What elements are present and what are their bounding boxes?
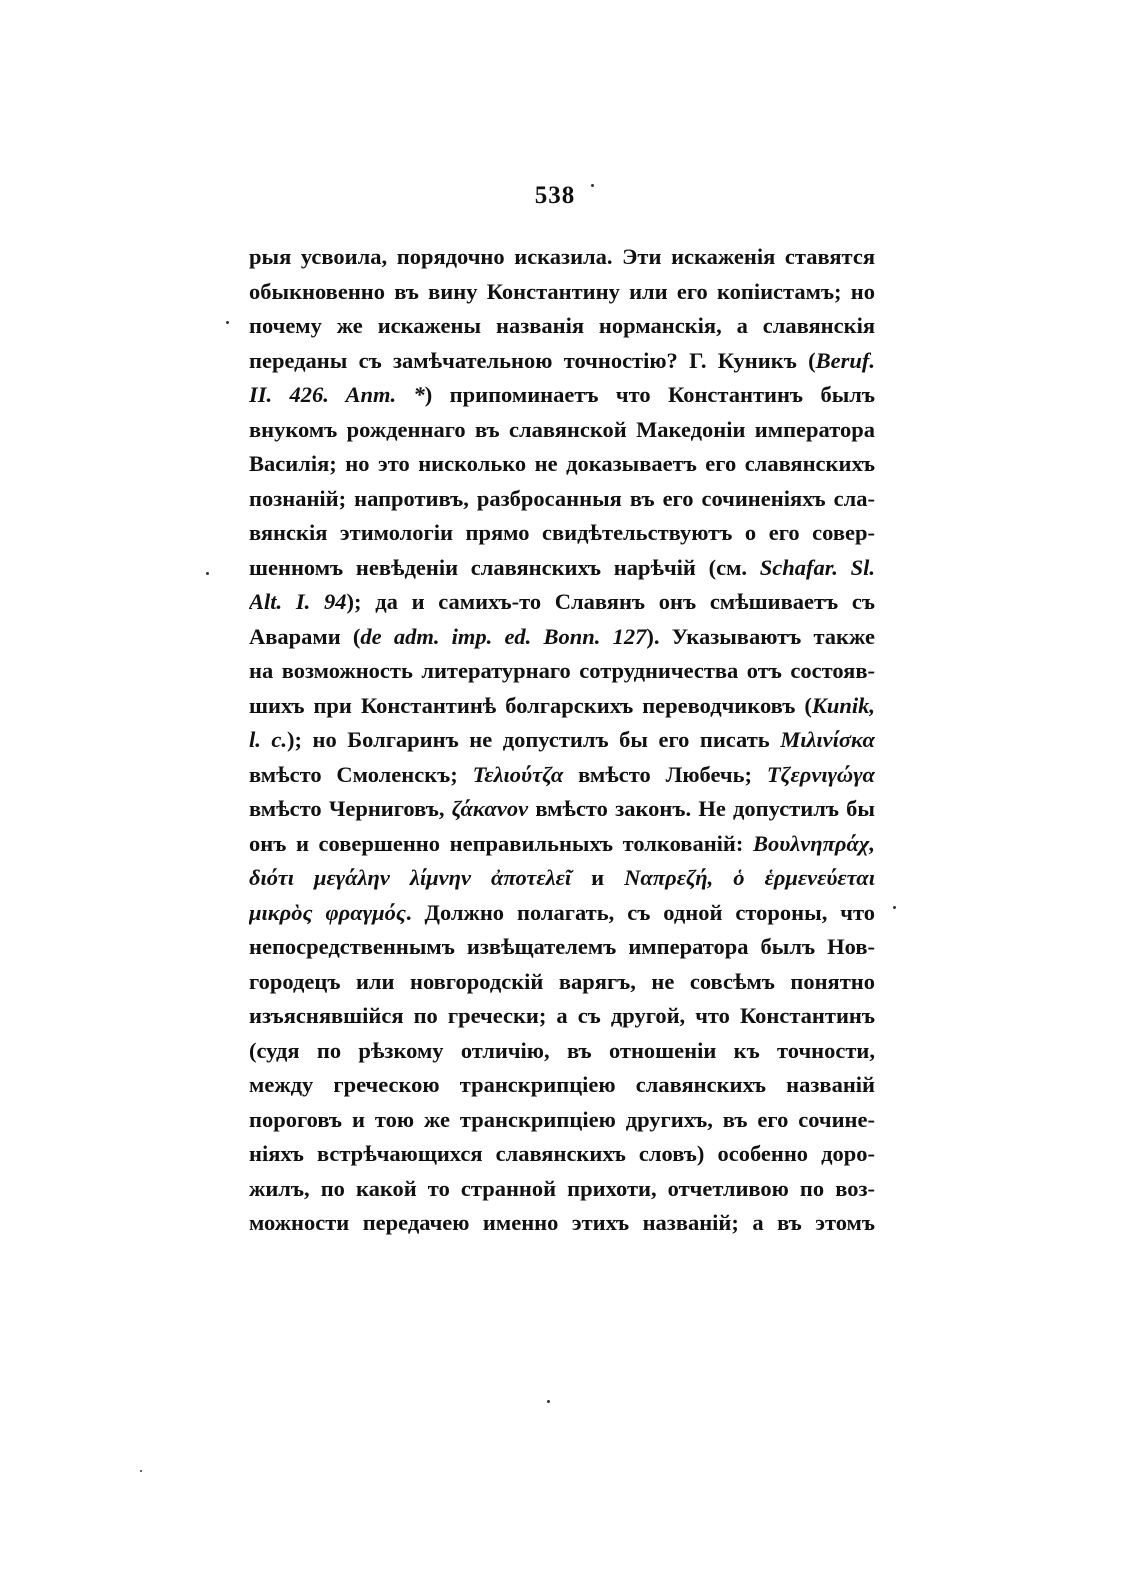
text-line [249,378,875,413]
text-segment: непосредственнымъ извѣщателемъ императора былъ Нов- [249,934,875,959]
text-line [249,309,875,344]
italic-text-segment: ζάκανον [451,796,529,821]
text-segment: шенномъ невѣденіи славянскихъ нарѣчій (см. [249,554,760,580]
text-line [249,965,875,1000]
italic-text-segment: Alt. I. 94 [249,589,347,614]
text-line [249,620,875,655]
text-segment: . Должно полагать, съ одной стороны, что [405,899,875,925]
text-line [249,585,875,620]
text-segment: почему же искажены названія норманскія, а славянскія [249,313,875,338]
italic-text-segment: μικρὸς φραγμός [249,899,406,925]
text-line [249,1034,875,1069]
text-line [249,1137,875,1172]
scan-speck [547,1400,550,1403]
scan-speck [226,321,229,324]
italic-text-segment: Kunik, [811,692,875,718]
text-segment: пороговъ и тою же транскрипціею другихъ, въ его сочине- [249,1106,875,1132]
text-segment: ніяхъ встрѣчающихся славянскихъ словъ) особенно доро- [249,1141,875,1166]
text-line [249,1206,875,1241]
scan-speck [206,572,209,575]
text-line [249,1068,875,1103]
text-segment: ); но Болгаринъ не допустилъ бы его писать [287,727,781,752]
text-segment: изъяснявшійся по гречески; а съ другой, что Константинъ [249,1003,875,1028]
text-segment: городецъ или новгородскій варягъ, не совсѣмъ понятно [249,968,875,994]
text-line [249,344,875,379]
italic-text-segment: Βουλνηπράχ, [752,830,875,856]
body-text [249,240,875,1241]
italic-text-segment: διότι μεγάλην λίμνην ἀποτελεῖ [249,865,572,890]
text-line [249,896,875,931]
text-line [249,516,875,551]
text-line [249,930,875,965]
text-line [249,275,875,310]
text-segment: вмѣсто Любечь; [563,761,767,787]
text-line [249,482,875,517]
text-segment: обыкновенно въ вину Константину или его копіистамъ; но [249,278,875,304]
text-segment: рыя усвоила, порядочно исказила. Эти искаженія ставятся [249,244,875,269]
text-line [249,413,875,448]
text-line [249,447,875,482]
italic-text-segment: Ναπρεζή, ὁ ἑρμενεύεται [624,865,875,890]
italic-text-segment: l. c. [249,727,288,752]
text-line [249,689,875,724]
text-segment: Аварами ( [249,623,361,649]
text-segment: и [571,865,625,890]
text-segment: на возможность литературнаго сотрудничества отъ состояв- [249,658,875,683]
text-segment: онъ и совершенно неправильныхъ толкованій: [249,830,753,856]
text-line [249,758,875,793]
text-segment: жилъ, по какой то странной прихоти, отчетливою по воз- [249,1175,875,1201]
text-line [249,723,875,758]
text-segment: ). Указываютъ также [646,623,875,649]
text-segment: между греческою транскрипціею славянскихъ названій [249,1072,875,1097]
text-line [249,551,875,586]
text-segment: познаній; напротивъ, разбросанныя въ его сочиненіяхъ сла- [249,485,875,511]
text-line [249,1172,875,1207]
text-line [249,1103,875,1138]
text-segment: ); да и самихъ-то Славянъ онъ смѣшиваетъ съ [346,589,875,614]
scan-speck [140,1470,142,1472]
text-segment: вмѣсто Черниговъ, [249,796,452,821]
text-segment: Василія; но это нисколько не доказываетъ его славянскихъ [249,451,875,476]
text-segment: переданы съ замѣчательною точностію? Г. Куникъ ( [249,347,816,373]
text-segment: шихъ при Константинѣ болгарскихъ переводчиковъ ( [249,692,812,718]
text-line [249,827,875,862]
italic-text-segment: Beruf. [815,347,875,373]
text-segment: ) припоминаетъ что Константинъ былъ [424,382,875,407]
italic-text-segment: Τζερνιγώγα [766,761,875,787]
text-segment: (судя по рѣзкому отличію, въ отношеніи къ точности, [249,1037,875,1063]
scan-speck [591,184,594,187]
text-line [249,792,875,827]
text-line [249,240,875,275]
text-segment: вянскія этимологіи прямо свидѣтельствуютъ о его совер- [249,520,875,545]
italic-text-segment: II. 426. Anm. * [249,382,425,407]
text-line [249,999,875,1034]
text-line [249,654,875,689]
text-line [249,861,875,896]
page-number: 538 [534,182,576,209]
italic-text-segment: Τελιούτζα [472,761,564,787]
text-segment: внукомъ рожденнаго въ славянской Македоніи императора [249,416,875,442]
text-segment: вмѣсто законъ. Не допустилъ бы [528,796,875,821]
italic-text-segment: de adm. imp. ed. Bonn. 127 [360,623,647,649]
italic-text-segment: Schafar. Sl. [759,554,875,580]
text-segment: вмѣсто Смоленскъ; [249,761,473,787]
scan-speck [893,906,896,909]
italic-text-segment: Μιλινίσκα [780,727,875,752]
text-segment: можности передачею именно этихъ названій; а въ этомъ [249,1210,875,1235]
